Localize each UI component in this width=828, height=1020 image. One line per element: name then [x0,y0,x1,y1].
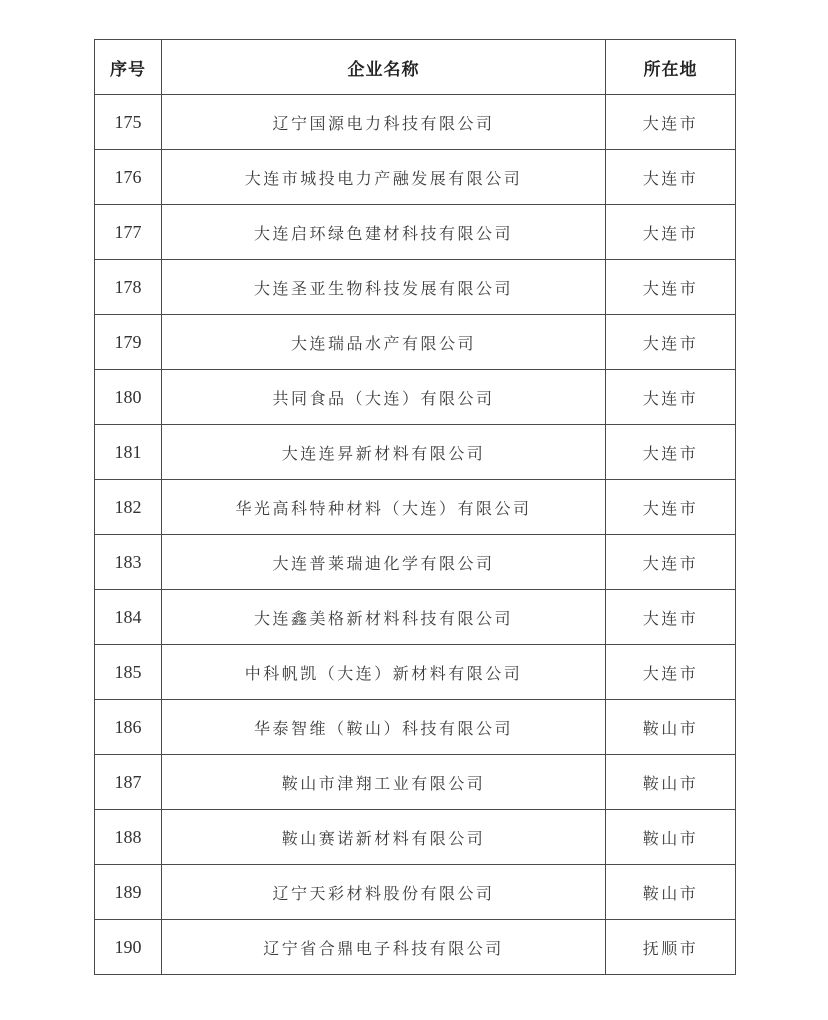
table-row [95,260,736,315]
row-number: 183 [95,535,162,590]
table-row [95,810,736,865]
company-location: 大连市 [606,205,736,260]
company-name: 鞍山赛诺新材料有限公司 [162,810,606,865]
header-number: 序号 [95,40,162,95]
table-row [95,95,736,150]
table-header-row [95,40,736,95]
company-name: 大连市城投电力产融发展有限公司 [162,150,606,205]
row-number: 182 [95,480,162,535]
company-name: 中科帆凯（大连）新材料有限公司 [162,645,606,700]
row-number: 184 [95,590,162,645]
company-location: 鞍山市 [606,865,736,920]
company-name: 大连普莱瑞迪化学有限公司 [162,535,606,590]
company-location: 鞍山市 [606,700,736,755]
company-location: 大连市 [606,480,736,535]
company-name: 鞍山市津翔工业有限公司 [162,755,606,810]
row-number: 188 [95,810,162,865]
company-name: 大连鑫美格新材料科技有限公司 [162,590,606,645]
table-row [95,645,736,700]
company-location: 大连市 [606,315,736,370]
company-location: 鞍山市 [606,810,736,865]
row-number: 177 [95,205,162,260]
company-location: 大连市 [606,535,736,590]
company-location: 大连市 [606,370,736,425]
table-row [95,865,736,920]
row-number: 190 [95,920,162,975]
table-row [95,480,736,535]
header-location: 所在地 [606,40,736,95]
company-name: 大连连昇新材料有限公司 [162,425,606,480]
company-name: 大连启环绿色建材科技有限公司 [162,205,606,260]
company-name: 华光高科特种材料（大连）有限公司 [162,480,606,535]
table-row [95,425,736,480]
company-location: 大连市 [606,425,736,480]
company-name: 共同食品（大连）有限公司 [162,370,606,425]
company-name: 辽宁国源电力科技有限公司 [162,95,606,150]
row-number: 187 [95,755,162,810]
row-number: 178 [95,260,162,315]
table-row [95,370,736,425]
company-name: 辽宁天彩材料股份有限公司 [162,865,606,920]
company-location: 大连市 [606,590,736,645]
table-row [95,150,736,205]
company-location: 大连市 [606,95,736,150]
table-body [95,95,736,975]
company-table [94,39,736,975]
row-number: 176 [95,150,162,205]
table-row [95,920,736,975]
table-row [95,590,736,645]
table-row [95,535,736,590]
row-number: 181 [95,425,162,480]
company-location: 鞍山市 [606,755,736,810]
table-row [95,315,736,370]
company-name: 辽宁省合鼎电子科技有限公司 [162,920,606,975]
company-location: 大连市 [606,645,736,700]
company-location: 大连市 [606,150,736,205]
row-number: 186 [95,700,162,755]
row-number: 185 [95,645,162,700]
row-number: 189 [95,865,162,920]
company-name: 华泰智维（鞍山）科技有限公司 [162,700,606,755]
company-name: 大连圣亚生物科技发展有限公司 [162,260,606,315]
row-number: 179 [95,315,162,370]
company-location: 大连市 [606,260,736,315]
company-location: 抚顺市 [606,920,736,975]
company-name: 大连瑞品水产有限公司 [162,315,606,370]
row-number: 180 [95,370,162,425]
row-number: 175 [95,95,162,150]
table-row [95,700,736,755]
document-page [94,39,735,975]
table-row [95,755,736,810]
table-row [95,205,736,260]
header-company-name: 企业名称 [162,40,606,95]
